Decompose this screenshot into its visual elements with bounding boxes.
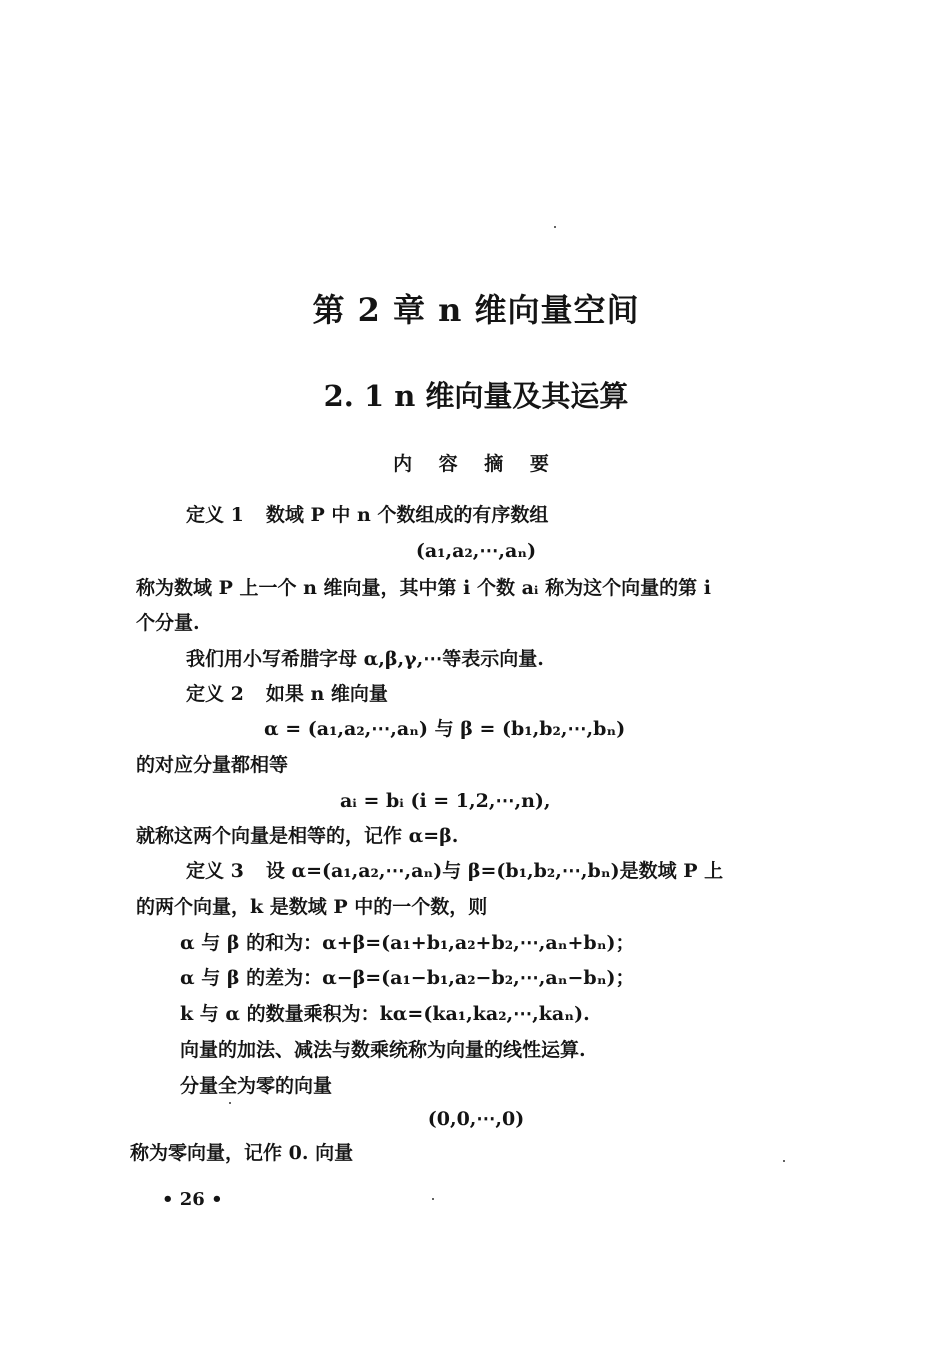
scalar-product: k 与 α 的数量乘积为：kα=(ka₁,ka₂,⋯,kaₙ). bbox=[180, 1003, 590, 1025]
definition-1 bbox=[186, 502, 548, 528]
definition-1-continuation-2: 个分量. bbox=[136, 612, 200, 634]
definition-3 bbox=[186, 858, 723, 884]
scan-speck bbox=[554, 226, 556, 228]
section-title: 2. 1 n 维向量及其运算 bbox=[323, 379, 629, 413]
definition-1-label: 定义 1 bbox=[186, 504, 244, 526]
definition-2-label: 定义 2 bbox=[186, 683, 244, 705]
definition-3-continuation: 的两个向量，k 是数域 P 中的一个数，则 bbox=[136, 896, 488, 918]
summary-heading: 内 容 摘 要 bbox=[393, 453, 559, 475]
scan-speck bbox=[229, 1102, 231, 1104]
greek-letters-note: 我们用小写希腊字母 α,β,γ,⋯等表示向量. bbox=[186, 648, 544, 670]
definition-2-formula: α = (a₁,a₂,⋯,aₙ) 与 β = (b₁,b₂,⋯,bₙ) bbox=[264, 718, 626, 740]
definition-1-formula: (a₁,a₂,⋯,aₙ) bbox=[415, 540, 537, 562]
zero-vector-formula: (0,0,⋯,0) bbox=[427, 1108, 525, 1130]
vector-sum: α 与 β 的和为：α+β=(a₁+b₁,a₂+b₂,⋯,aₙ+bₙ)； bbox=[180, 932, 635, 954]
zero-vector-continuation: 称为零向量，记作 0. 向量 bbox=[130, 1142, 354, 1164]
definition-2-text: 如果 n 维向量 bbox=[265, 683, 388, 705]
page-number: • 26 • bbox=[162, 1189, 223, 1210]
chapter-title: 第 2 章 n 维向量空间 bbox=[312, 291, 640, 329]
scan-speck bbox=[432, 1198, 434, 1200]
scan-speck bbox=[783, 1160, 785, 1162]
definition-1-continuation: 称为数域 P 上一个 n 维向量，其中第 i 个数 aᵢ 称为这个向量的第 i bbox=[136, 577, 711, 599]
linear-operations-note: 向量的加法、减法与数乘统称为向量的线性运算. bbox=[180, 1039, 586, 1061]
definition-2-conclusion: 就称这两个向量是相等的，记作 α=β. bbox=[136, 825, 459, 847]
definition-2 bbox=[186, 681, 388, 707]
zero-vector-intro: 分量全为零的向量 bbox=[180, 1075, 333, 1097]
definition-3-label: 定义 3 bbox=[186, 860, 244, 882]
definition-3-text: 设 α=(a₁,a₂,⋯,aₙ)与 β=(b₁,b₂,⋯,bₙ)是数域 P 上 bbox=[265, 860, 724, 882]
definition-2-continuation: 的对应分量都相等 bbox=[136, 754, 289, 776]
vector-difference: α 与 β 的差为：α−β=(a₁−b₁,a₂−b₂,⋯,aₙ−bₙ)； bbox=[180, 967, 635, 989]
definition-1-text: 数域 P 中 n 个数组成的有序数组 bbox=[265, 504, 549, 526]
definition-2-formula-2: aᵢ = bᵢ (i = 1,2,⋯,n), bbox=[340, 790, 551, 812]
